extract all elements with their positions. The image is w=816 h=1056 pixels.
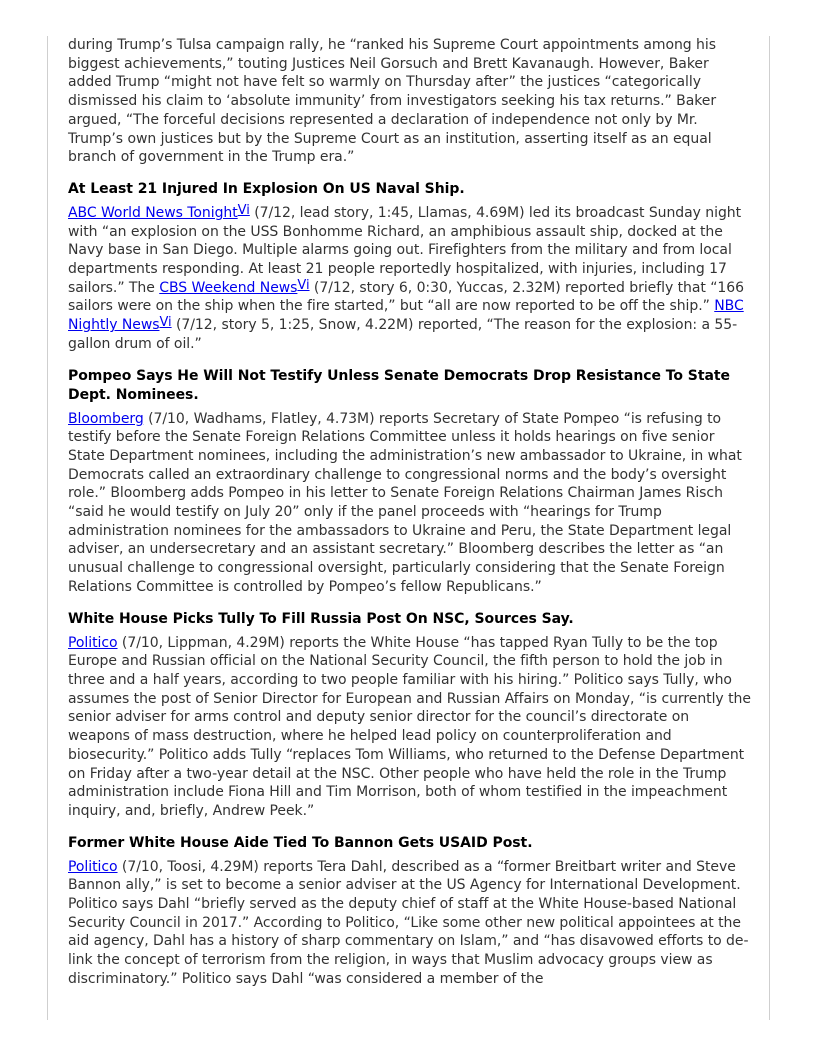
story-text: (7/10, Toosi, 4.29M) reports Tera Dahl, described as a “former Breitbart writer and Steve Bannon ally,” is set to become a senior adviser at the US Agency for International Development. Politico says Dahl “briefly served as the deputy chief of staff at the White House-based National Security Council in 2017.” According to Politico, “Like some other new political appointees at the aid agency, Dahl has a history of sharp commentary on Islam,” and “has disavowed efforts to de-link the concept of terrorism from the religion, in ways that Muslim advocacy groups view as discriminatory.” Politico says Dahl “was considered a member of the (68, 858, 749, 987)
story-text: (7/10, Lippman, 4.29M) reports the White House “has tapped Ryan Tully to be the top Europe and Russian official on the National Security Council, the fifth person to hold the job in three and a half years, according to two people familiar with his hiring.” Politico says Tully, who assumes the post of Senior Director for European and Russian Affairs on Monday, “is currently the senior adviser for arms control and deputy senior director for the council’s directorate on weapons of mass destruction, where he helped lead policy on counterproliferation and biosecurity.” Politico adds Tully “replaces Tom Williams, who returned to the Defense Department on Friday after a two-year detail at the NSC. Other people who have held the role in the Trump administration include Fiona Hill and Tim Morrison, both of whom testified in the impeachment inquiry, and, briefly, Andrew Peek.” (68, 634, 751, 819)
story-body (68, 410, 752, 597)
bloomberg-link[interactable]: Bloomberg (68, 410, 144, 427)
politico-link[interactable]: Politico (68, 858, 118, 875)
story-pompeo-testify (68, 367, 752, 597)
intro-paragraph: during Trump’s Tulsa campaign rally, he “ranked his Supreme Court appointments among his biggest achievements,” touting Justices Neil Gorsuch and Brett Kavanaugh. However, Baker added Trump “might not have felt so warmly on Thursday after” the justices “categorically dismissed his claim to ‘absolute immunity’ from investigators seeking his tax returns.” Baker argued, “The forceful decisions represented a declaration of independence not only by Mr. Trump’s own justices but by the Supreme Court as an institution, asserting itself as an equal branch of government in the Trump era.” (68, 37, 717, 166)
story-text: (7/12, story 5, 1:25, Snow, 4.22M) reported, “The reason for the explosion: a 55-gallon drum of oil.” (68, 317, 738, 352)
story-text: (7/10, Wadhams, Flatley, 4.73M) reports Secretary of State Pompeo “is refusing to testify before the Senate Foreign Relations Committee unless it holds hearings on five senior State Department nominees, including the administration’s new ambassador to Ukraine, in what Democrats called an extraordinary challenge to congressional norms and the body’s oversight role.” Bloomberg adds Pompeo in his letter to Senate Foreign Relations Chairman James Risch “said he would testify on July 20” only if the panel proceeds with “hearings for Trump administration nominees for the ambassadors to Ukraine and Peru, the State Department legal adviser, an undersecretary and an assistant secretary.” Bloomberg describes the letter as “an unusual challenge to congressional oversight, particularly considering that the Senate Foreign Relations Committee is controlled by Pompeo’s fellow Republicans.” (68, 410, 742, 595)
story-body (68, 204, 752, 354)
story-body (68, 634, 752, 821)
story-headline: Pompeo Says He Will Not Testify Unless Senate Democrats Drop Resistance To State Dept. Nominees. (68, 367, 730, 403)
story-text: (7/12, story 6, 0:30, Yuccas, 2.32M) reported briefly that “166 sailors were on the ship when the fire started,” but “all are now reported to be off the ship.” (68, 279, 744, 315)
story-headline: Former White House Aide Tied To Bannon Gets USAID Post. (68, 834, 533, 851)
story-tully-nsc (68, 610, 752, 821)
abc-world-news-tonight-link[interactable]: ABC World News Tonight (68, 204, 238, 221)
nbc-nightly-news-link[interactable]: NBC Nightly News (68, 298, 744, 334)
video-indicator-link[interactable]: Vi (297, 277, 310, 293)
cbs-weekend-news-link[interactable]: CBS Weekend News (159, 279, 298, 296)
politico-link[interactable]: Politico (68, 634, 118, 651)
story-naval-ship-explosion (68, 180, 752, 354)
story-headline: At Least 21 Injured In Explosion On US Naval Ship. (68, 180, 465, 197)
story-body (68, 858, 752, 989)
story-dahl-usaid (68, 834, 752, 989)
story-headline: White House Picks Tully To Fill Russia Post On NSC, Sources Say. (68, 610, 574, 627)
video-indicator-link[interactable]: Vi (237, 202, 250, 218)
document-body (68, 36, 752, 1002)
video-indicator-link[interactable]: Vi (159, 315, 172, 331)
story-text: (7/12, lead story, 1:45, Llamas, 4.69M) led its broadcast Sunday night with “an explosion on the USS Bonhomme Richard, an amphibious assault ship, docked at the Navy base in San Diego. Multiple alarms going out. Firefighters from the military and from local departments responding. At least 21 people reportedly hospitalized, with injuries, including 17 sailors.” The (68, 204, 742, 296)
